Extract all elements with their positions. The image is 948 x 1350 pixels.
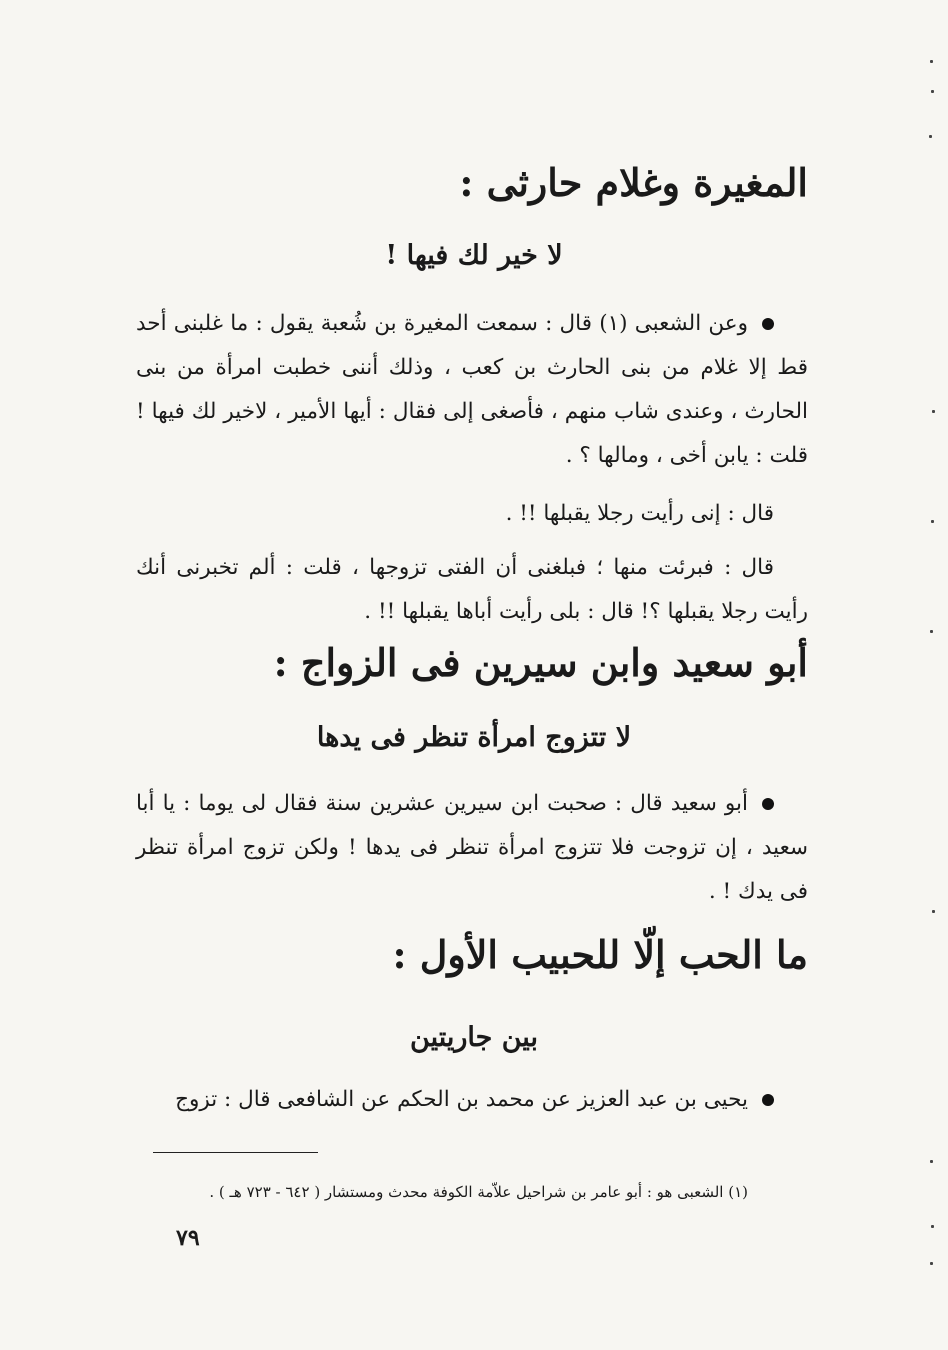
section-subheading-2: لا تتزوج امرأة تنظر فى يدها xyxy=(316,722,632,753)
scan-speck xyxy=(932,410,935,413)
paragraph: قال : فبرئت منها ؛ فبلغنى أن الفتى تزوجها ، قلت : ألم تخبرنى أنك رأيت رجلا يقبلها ؟! قال : بلى رأيت أباها يقبلها !! . xyxy=(136,555,808,624)
bullet-icon xyxy=(762,798,774,810)
scan-speck xyxy=(931,90,934,93)
paragraph: قال : إنى رأيت رجلا يقبلها !! . xyxy=(505,501,774,526)
section-body-2 xyxy=(136,782,808,914)
scan-speck xyxy=(930,1262,933,1265)
bullet-icon xyxy=(762,318,774,330)
paragraph: أبو سعيد قال : صحبت ابن سيرين عشرين سنة فقال لى يوما : يا أبا سعيد ، إن تزوجت فلا تتزوج امرأة تنظر فى يدها ! ولكن تزوج امرأة تنظر فى يدك ! . xyxy=(136,791,808,904)
footnote: (١) الشعبى هو : أبو عامر بن شراحيل علاّمة الكوفة محدث ومستشار ( ٦٤٢ - ٧٢٣ هـ ) . xyxy=(209,1183,748,1201)
section-heading-1: المغيرة وغلام حارثى : xyxy=(459,160,808,205)
scan-speck xyxy=(931,1225,934,1228)
section-subheading-1: لا خير لك فيها ! xyxy=(385,240,563,271)
section-heading-3: ما الحب إلّا للحبيب الأول : xyxy=(392,932,808,977)
scan-speck xyxy=(930,630,933,633)
section-subheading-3: بين جاريتين xyxy=(410,1022,538,1053)
bullet-icon xyxy=(762,1094,774,1106)
paragraph: يحيى بن عبد العزيز عن محمد بن الحكم عن الشافعى قال : تزوج xyxy=(136,1078,808,1122)
footnote-separator xyxy=(153,1152,318,1153)
paragraph: وعن الشعبى (١) قال : سمعت المغيرة بن شُعبة يقول : ما غلبنى أحد قط إلا غلام من بنى الحارث بن كعب ، وذلك أننى خطبت امرأة من بنى الحارث ، وعندى شاب منهم ، فأصغى إلى فقال : أيها الأمير ، لاخير لك فيها ! قلت : يابن أخى ، ومالها ؟ . xyxy=(136,311,808,468)
scan-speck xyxy=(930,1160,933,1163)
section-heading-2: أبو سعيد وابن سيرين فى الزواج : xyxy=(273,640,808,685)
scan-speck xyxy=(931,520,934,523)
scan-speck xyxy=(932,910,935,913)
section-body-1 xyxy=(136,302,808,634)
scan-speck xyxy=(930,60,933,63)
page-number: ٧٩ xyxy=(176,1225,200,1251)
scan-speck xyxy=(929,135,932,138)
section-body-3 xyxy=(136,1078,808,1122)
